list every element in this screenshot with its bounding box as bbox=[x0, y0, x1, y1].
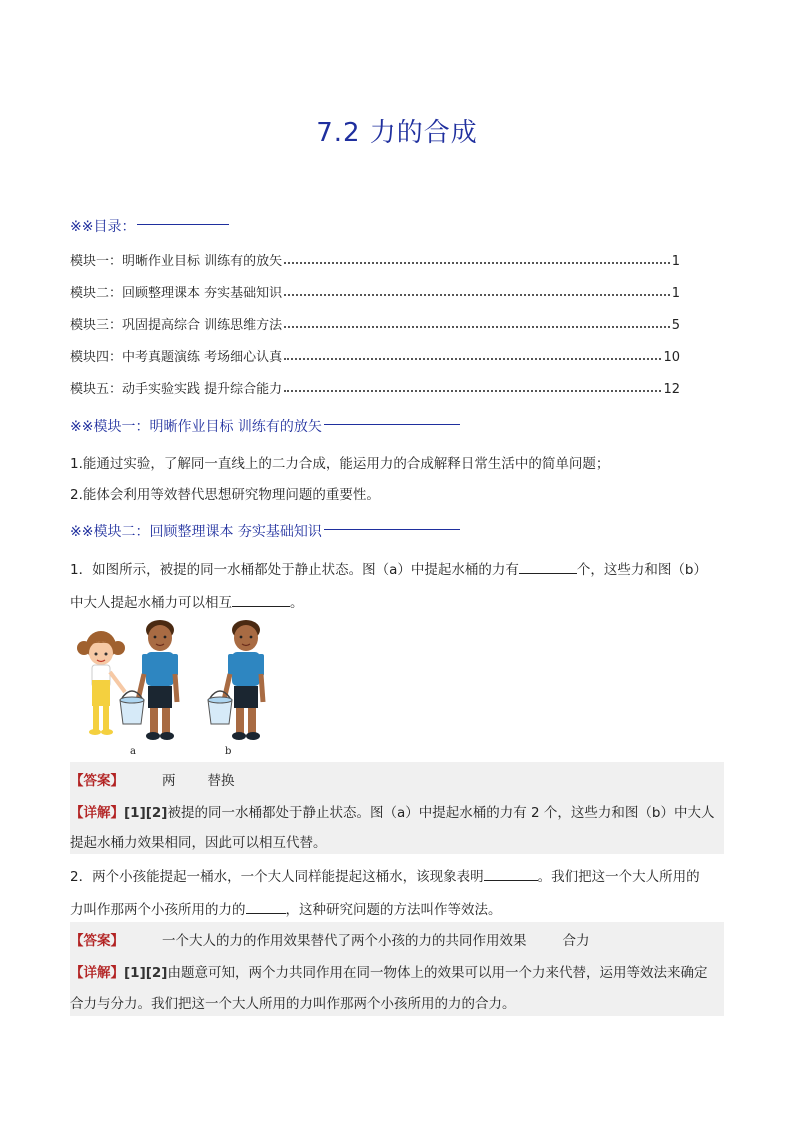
toc-item-label: 模块三：巩固提高综合 训练思维方法 bbox=[70, 318, 283, 333]
q2-detail-text-1: 由题意可知，两个力共同作用在同一物体上的效果可以用一个力来代替，运用等效法来确定 bbox=[167, 965, 708, 981]
q2-text-b: 。我们把这一个大人所用的 bbox=[537, 869, 700, 885]
module2-heading-text: ※※模块二：回顾整理课本 夯实基础知识 bbox=[70, 524, 322, 540]
heading-rule bbox=[324, 424, 460, 425]
toc-item-label: 模块一：明晰作业目标 训练有的放矢 bbox=[70, 254, 283, 269]
q1-detail-line-1 bbox=[70, 801, 730, 821]
q1-answer-1: 两 bbox=[162, 773, 176, 789]
goal-1: 1.能通过实验，了解同一直线上的二力合成，能运用力的合成解释日常生活中的简单问题； bbox=[70, 456, 610, 472]
q2-answer-2: 合力 bbox=[562, 933, 590, 949]
q2-line-2 bbox=[70, 898, 730, 918]
goal-2: 2.能体会利用等效替代思想研究物理问题的重要性。 bbox=[70, 487, 380, 503]
q1-answer-2: 替换 bbox=[207, 773, 235, 789]
q1-answer-line bbox=[70, 769, 730, 789]
detail-ref: [1][2] bbox=[124, 805, 168, 821]
toc-item[interactable] bbox=[70, 345, 680, 365]
module1-heading-text: ※※模块一：明晰作业目标 训练有的放矢 bbox=[70, 419, 322, 435]
toc-item-label: 模块四：中考真题演练 考场细心认真 bbox=[70, 350, 283, 365]
toc-item[interactable] bbox=[70, 249, 680, 269]
toc-leader-dots bbox=[284, 358, 661, 360]
bucket-b bbox=[208, 691, 232, 724]
toc-item-label: 模块二：回顾整理课本 夯实基础知识 bbox=[70, 286, 283, 301]
man-illustration-b bbox=[224, 620, 264, 740]
q2-answer-line bbox=[70, 929, 730, 949]
bucket-figure bbox=[70, 610, 270, 758]
toc-leader-dots bbox=[284, 390, 661, 392]
man-illustration-a bbox=[138, 620, 178, 740]
q1-line-1 bbox=[70, 558, 730, 578]
heading-rule bbox=[324, 529, 460, 530]
toc-heading bbox=[70, 216, 229, 236]
answer-tag: 【答案】 bbox=[70, 773, 124, 789]
q1-text-b: 个，这些力和图（b） bbox=[576, 562, 707, 578]
q2-line-1 bbox=[70, 865, 730, 885]
q1-detail-text-1: 被提的同一水桶都处于静止状态。图（a）中提起水桶的力有 2 个，这些力和图（b）中大人 bbox=[167, 805, 715, 821]
toc-item-page: 5 bbox=[671, 318, 680, 333]
q1-line-2 bbox=[70, 591, 730, 611]
toc-heading-text: ※※目录： bbox=[70, 219, 136, 235]
toc-item-label: 模块五：动手实验实践 提升综合能力 bbox=[70, 382, 283, 397]
toc-item-page: 12 bbox=[663, 382, 680, 397]
toc-item-page: 1 bbox=[671, 254, 680, 269]
toc-item[interactable] bbox=[70, 281, 680, 301]
bucket-a bbox=[120, 691, 144, 724]
toc-item-page: 1 bbox=[671, 286, 680, 301]
q1-text-a: 1．如图所示，被提的同一水桶都处于静止状态。图（a）中提起水桶的力有 bbox=[70, 562, 519, 578]
toc-leader-dots bbox=[284, 326, 670, 328]
q1-blank-2[interactable] bbox=[232, 594, 290, 607]
toc-item[interactable] bbox=[70, 313, 680, 333]
module1-heading bbox=[70, 416, 460, 436]
detail-tag: 【详解】 bbox=[70, 805, 124, 821]
q2-text-d: ，这种研究问题的方法叫作等效法。 bbox=[285, 902, 502, 918]
answer-tag: 【答案】 bbox=[70, 933, 124, 949]
q2-text-a: 2．两个小孩能提起一桶水，一个大人同样能提起这桶水，该现象表明 bbox=[70, 869, 484, 885]
toc-leader-dots bbox=[284, 262, 670, 264]
q1-text-d: 。 bbox=[290, 595, 304, 611]
q2-detail-line-1 bbox=[70, 961, 730, 981]
q2-blank-2[interactable] bbox=[246, 901, 286, 914]
q2-answer-1: 一个大人的力的作用效果替代了两个小孩的力的共同作用效果 bbox=[162, 933, 527, 949]
figure-label-b: b bbox=[225, 746, 232, 757]
detail-ref: [1][2] bbox=[124, 965, 168, 981]
q1-detail-line-2: 提起水桶力效果相同，因此可以相互代替。 bbox=[70, 835, 327, 851]
toc-item[interactable] bbox=[70, 377, 680, 397]
detail-tag: 【详解】 bbox=[70, 965, 124, 981]
q2-blank-1[interactable] bbox=[484, 868, 538, 881]
q1-blank-1[interactable] bbox=[519, 561, 577, 574]
toc-item-page: 10 bbox=[663, 350, 680, 365]
toc-leader-dots bbox=[284, 294, 670, 296]
q1-text-c: 中大人提起水桶力可以相互 bbox=[70, 595, 232, 611]
girl-illustration bbox=[77, 631, 125, 735]
figure-label-a: a bbox=[130, 746, 136, 757]
module2-heading bbox=[70, 521, 460, 541]
q2-text-c: 力叫作那两个小孩所用的力的 bbox=[70, 902, 246, 918]
heading-rule bbox=[137, 224, 229, 225]
q2-detail-line-2: 合力与分力。我们把这一个大人所用的力叫作那两个小孩所用的力的合力。 bbox=[70, 996, 516, 1012]
page-title: 7.2 力的合成 bbox=[316, 118, 478, 148]
